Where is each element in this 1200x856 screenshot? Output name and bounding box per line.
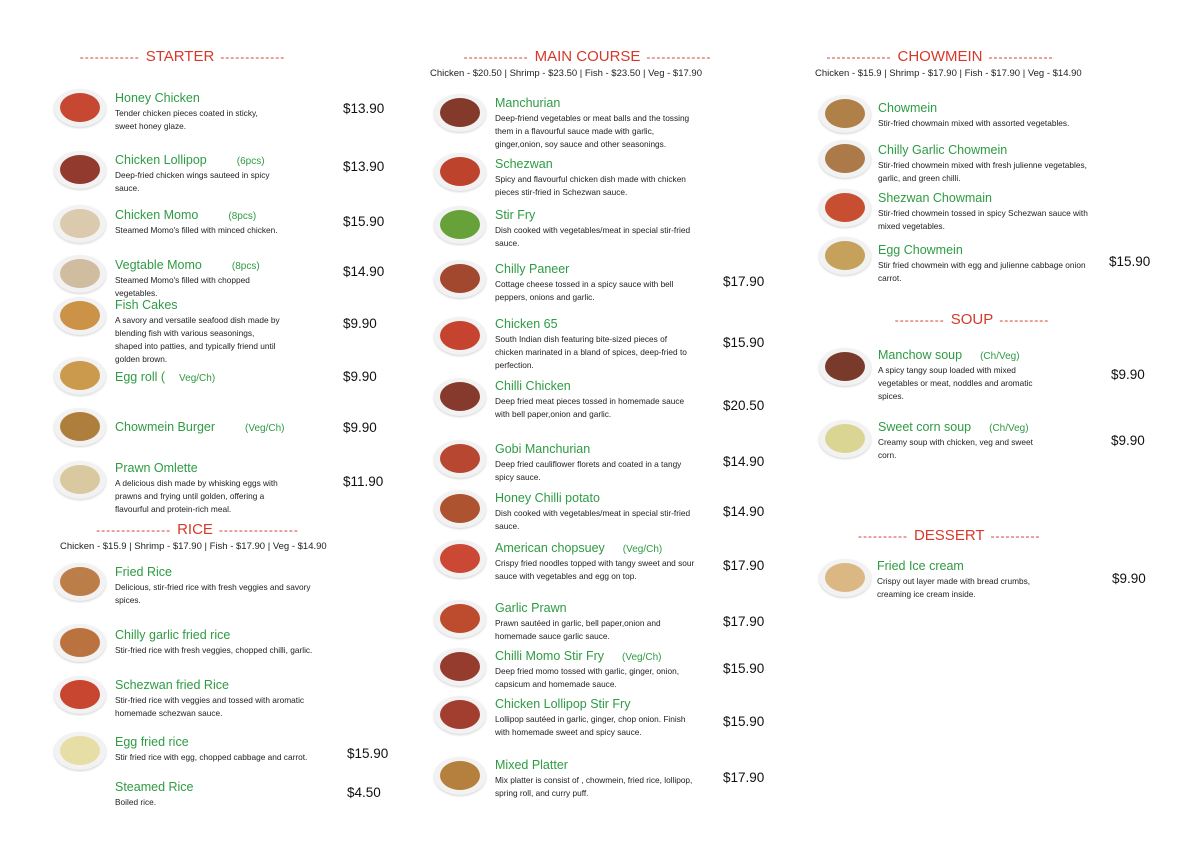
dish-photo	[434, 153, 486, 191]
dish-photo	[434, 440, 486, 478]
dish-photo	[434, 600, 486, 638]
dish-price: $14.90	[723, 504, 765, 519]
dish-price: $14.90	[343, 264, 385, 279]
dish-description: Stir fried rice with egg, chopped cabbage and carrot.	[115, 752, 308, 762]
dish-description: Dish cooked with vegetables/meat in special stir-fried sauce.	[495, 225, 691, 248]
dish-description: Stir fried chowmein with egg and julienne cabbage onion carrot.	[878, 260, 1086, 283]
dish-photo	[434, 260, 486, 298]
dish-description: Delicious, stir-fried rice with fresh veggies and savory spices.	[115, 582, 311, 605]
dish-name-text: Steamed Rice	[115, 780, 194, 794]
dish-description: Creamy soup with chicken, veg and sweet corn.	[878, 437, 1033, 460]
dish-name	[495, 379, 571, 393]
dish-description: Deep fried cauliflower florets and coated in a tangy spicy sauce.	[495, 459, 682, 482]
dish-price: $9.90	[343, 369, 377, 384]
dish-name-text: Mixed Platter	[495, 758, 568, 772]
dish-name	[495, 541, 662, 555]
dish-photo	[434, 648, 486, 686]
dish-name	[495, 758, 568, 772]
dish-description: Steamed Momo's filled with minced chicken.	[115, 225, 278, 235]
dish-description: A delicious dish made by whisking eggs with prawns and frying until golden, offering a flavourful and protein-rich meal.	[115, 478, 278, 514]
dish-photo	[434, 490, 486, 528]
dish-photo	[54, 357, 106, 395]
dish-description: A spicy tangy soup loaded with mixed vegetables or meat, noddles and aromatic spices.	[878, 365, 1033, 401]
dish-description: Deep-friend vegetables or meat balls and the tossing them in a flavourful sauce made with garlic, ginger,onion, soy sauce and other seasonings.	[495, 113, 690, 149]
dish-photo	[54, 151, 106, 189]
dish-name	[495, 208, 535, 222]
dish-name-text: Chilli Chicken	[495, 379, 571, 393]
dish-name	[495, 442, 590, 456]
dish-description: Deep-fried chicken wings sauteed in spicy sauce.	[115, 170, 270, 193]
dish-photo	[434, 94, 486, 132]
dish-description: Crispy out layer made with bread crumbs, creaming ice cream inside.	[877, 576, 1031, 599]
dish-name-text: Chilly Garlic Chowmein	[878, 143, 1008, 157]
dish-name-text: Vegtable Momo	[115, 258, 202, 272]
dish-photo	[54, 255, 106, 293]
dish-photo	[434, 317, 486, 355]
dish-photo	[819, 140, 871, 178]
dish-price: $9.90	[1111, 433, 1145, 448]
chowmein-heading: ------------- CHOWMEIN -------------	[826, 48, 1054, 65]
dish-photo	[819, 420, 871, 458]
dish-name	[495, 649, 662, 663]
dish-description: Crispy fried noodles topped with tangy sweet and sour sauce with vegetables and egg on top.	[495, 558, 695, 581]
soup-heading: ---------- SOUP ----------	[894, 311, 1050, 328]
dish-name-text: Garlic Prawn	[495, 601, 567, 615]
main-course-price-line: Chicken - $20.50 | Shrimp - $23.50 | Fish - $23.50 | Veg - $17.90	[430, 68, 702, 79]
dish-description: Spicy and flavourful chicken dish made with chicken pieces stir-fried in Schezwan sauce.	[495, 174, 686, 197]
dish-photo	[54, 461, 106, 499]
dish-name	[878, 348, 1020, 362]
dish-photo	[434, 540, 486, 578]
dish-photo	[819, 189, 871, 227]
dish-name-text: Honey Chicken	[115, 91, 200, 105]
dish-name	[115, 370, 215, 384]
dish-price: $15.90	[1109, 254, 1151, 269]
dish-photo	[434, 206, 486, 244]
dish-price: $17.90	[723, 558, 765, 573]
dish-name-text: Chilly garlic fried rice	[115, 628, 231, 642]
dish-name-text: Chicken Momo	[115, 208, 199, 222]
dish-price: $9.90	[343, 420, 377, 435]
dish-description: Tender chicken pieces coated in sticky, sweet honey glaze.	[115, 108, 258, 131]
dish-portion-note: (6pcs)	[236, 156, 265, 167]
dish-description: Stir-fried chowmein tossed in spicy Schezwan sauce with mixed vegetables.	[878, 208, 1088, 231]
dish-price: $9.90	[1112, 571, 1146, 586]
rice-heading: --------------- RICE ----------------	[96, 521, 299, 538]
starter-heading: ------------ STARTER -------------	[79, 48, 286, 65]
dish-description: Deep fried meat pieces tossed in homemade sauce with bell paper,onion and garlic.	[495, 396, 685, 419]
dish-price: $14.90	[723, 454, 765, 469]
dessert-heading: ---------- DESSERT ----------	[858, 527, 1041, 544]
dish-name	[115, 91, 200, 105]
dish-photo	[434, 378, 486, 416]
main-course-heading: ------------- MAIN COURSE -------------	[463, 48, 712, 65]
dish-price: $17.90	[723, 614, 765, 629]
dish-name	[877, 559, 964, 573]
dish-photo	[54, 408, 106, 446]
dish-photo	[819, 237, 871, 275]
dish-portion-note: (Veg/Ch)	[622, 544, 663, 555]
dish-name	[878, 101, 937, 115]
dish-name	[115, 678, 229, 692]
dish-name	[115, 461, 198, 475]
dish-name-text: Egg fried rice	[115, 735, 189, 749]
dish-description: Stir-fried rice with veggies and tossed with aromatic homemade schezwan sauce.	[115, 695, 305, 718]
dish-portion-note: Veg/Ch)	[179, 373, 216, 384]
dish-price: $15.90	[723, 335, 765, 350]
dish-photo	[54, 205, 106, 243]
dish-description: Stir-fried rice with fresh veggies, chopped chilli, garlic.	[115, 645, 313, 655]
chowmein-price-line: Chicken - $15.9 | Shrimp - $17.90 | Fish - $17.90 | Veg - $14.90	[815, 68, 1082, 79]
dish-description: Lollipop sautéed in garlic, ginger, chop onion. Finish with homemade sweet and spicy sauce.	[495, 714, 686, 737]
dish-name-text: Sweet corn soup	[878, 420, 972, 434]
dish-name	[115, 298, 178, 312]
dish-photo	[54, 676, 106, 714]
dish-name	[495, 157, 553, 171]
dish-price: $15.90	[723, 661, 765, 676]
dish-price: $17.90	[723, 274, 765, 289]
dish-name	[495, 262, 569, 276]
dish-name-text: Egg roll (	[115, 370, 166, 384]
dish-name	[495, 96, 560, 110]
dish-photo	[54, 624, 106, 662]
dish-name	[878, 420, 1029, 434]
dish-name-text: Schezwan	[495, 157, 553, 171]
dish-name	[878, 143, 1007, 157]
dish-photo	[54, 297, 106, 335]
dish-description: Cottage cheese tossed in a spicy sauce with bell peppers, onions and garlic.	[495, 279, 674, 302]
dish-name	[495, 601, 567, 615]
dish-name-text: Fried Ice cream	[877, 559, 964, 573]
dish-name	[115, 628, 230, 642]
dish-price: $15.90	[343, 214, 385, 229]
dish-description: Dish cooked with vegetables/meat in special stir-fried sauce.	[495, 508, 691, 531]
dish-name-text: Chowmein Burger	[115, 420, 216, 434]
dish-name-text: Fried Rice	[115, 565, 172, 579]
dish-portion-note: (Veg/Ch)	[622, 652, 662, 663]
dish-photo	[54, 563, 106, 601]
dish-name-text: Gobi Manchurian	[495, 442, 591, 456]
dish-name-text: Chicken Lollipop	[115, 153, 207, 167]
dish-name-text: Chicken 65	[495, 317, 558, 331]
dish-portion-note: (Veg/Ch)	[245, 423, 285, 434]
dish-description: Stir-fried chowmein mixed with fresh julienne vegetables, garlic, and green chilli.	[878, 160, 1087, 183]
dish-name-text: Chowmein	[878, 101, 938, 115]
dish-name-text: Honey Chilli potato	[495, 491, 600, 505]
dish-name-text: Fish Cakes	[115, 298, 178, 312]
dish-price: $15.90	[347, 746, 389, 761]
dish-price: $13.90	[343, 159, 385, 174]
dish-photo	[434, 757, 486, 795]
dish-name	[115, 735, 189, 749]
dish-description: Boiled rice.	[115, 797, 157, 807]
dish-price: $11.90	[343, 474, 384, 489]
dish-photo	[54, 732, 106, 770]
dish-description: South Indian dish featuring bite-sized pieces of chicken marinated in a bland of spices, deep-fried to perfection.	[495, 334, 687, 370]
dish-description: Steamed Momo's filled with chopped vegetables.	[115, 275, 250, 298]
dish-price: $13.90	[343, 101, 385, 116]
dish-name-text: Prawn Omlette	[115, 461, 198, 475]
dish-photo	[54, 89, 106, 127]
dish-name-text: Shezwan Chowmain	[878, 191, 992, 205]
dish-portion-note: (Ch/Veg)	[989, 423, 1029, 434]
dish-name	[878, 191, 992, 205]
dish-name-text: Chicken Lollipop Stir Fry	[495, 697, 631, 711]
dish-name	[495, 697, 630, 711]
dish-name	[115, 780, 194, 794]
dish-name-text: Stir Fry	[495, 208, 536, 222]
dish-price: $17.90	[723, 770, 765, 785]
dish-name-text: American chopsuey	[495, 541, 605, 555]
dish-name-text: Manchow soup	[878, 348, 963, 362]
dish-photo	[819, 559, 871, 597]
dish-photo	[434, 696, 486, 734]
dish-name-text: Chilly Paneer	[495, 262, 570, 276]
dish-price: $4.50	[347, 785, 381, 800]
dish-name	[878, 243, 963, 257]
dish-name-text: Chilli Momo Stir Fry	[495, 649, 605, 663]
dish-description: Prawn sautéed in garlic, bell paper,onion and homemade sauce garlic sauce.	[495, 618, 661, 641]
dish-description: A savory and versatile seafood dish made by blending fish with various seasonings, shaped into patties, and typically friend until golden brown.	[115, 315, 280, 364]
dish-name	[115, 258, 260, 272]
dish-price: $9.90	[343, 316, 377, 331]
dish-price: $15.90	[723, 714, 765, 729]
dish-price: $9.90	[1111, 367, 1145, 382]
dish-name	[115, 420, 285, 434]
dish-portion-note: (8pcs)	[228, 211, 257, 222]
dish-name-text: Manchurian	[495, 96, 561, 110]
dish-description: Deep fried momo tossed with garlic, ginger, onion, capsicum and homemade sauce.	[495, 666, 680, 689]
dish-portion-note: (Ch/Veg)	[980, 351, 1020, 362]
dish-name	[115, 208, 256, 222]
dish-name-text: Egg Chowmein	[878, 243, 963, 257]
dish-name	[115, 565, 172, 579]
dish-name	[495, 491, 600, 505]
dish-name	[495, 317, 558, 331]
dish-name-text: Schezwan fried Rice	[115, 678, 229, 692]
dish-name	[115, 153, 265, 167]
dish-portion-note: (8pcs)	[231, 261, 260, 272]
dish-description: Stir-fried chowmain mixed with assorted vegetables.	[878, 118, 1070, 128]
dish-price: $20.50	[723, 398, 765, 413]
dish-description: Mix platter is consist of , chowmein, fried rice, lollipop, spring roll, and curry puff.	[495, 775, 693, 798]
rice-price-line: Chicken - $15.9 | Shrimp - $17.90 | Fish - $17.90 | Veg - $14.90	[60, 541, 327, 552]
dish-photo	[819, 95, 871, 133]
dish-photo	[819, 348, 871, 386]
